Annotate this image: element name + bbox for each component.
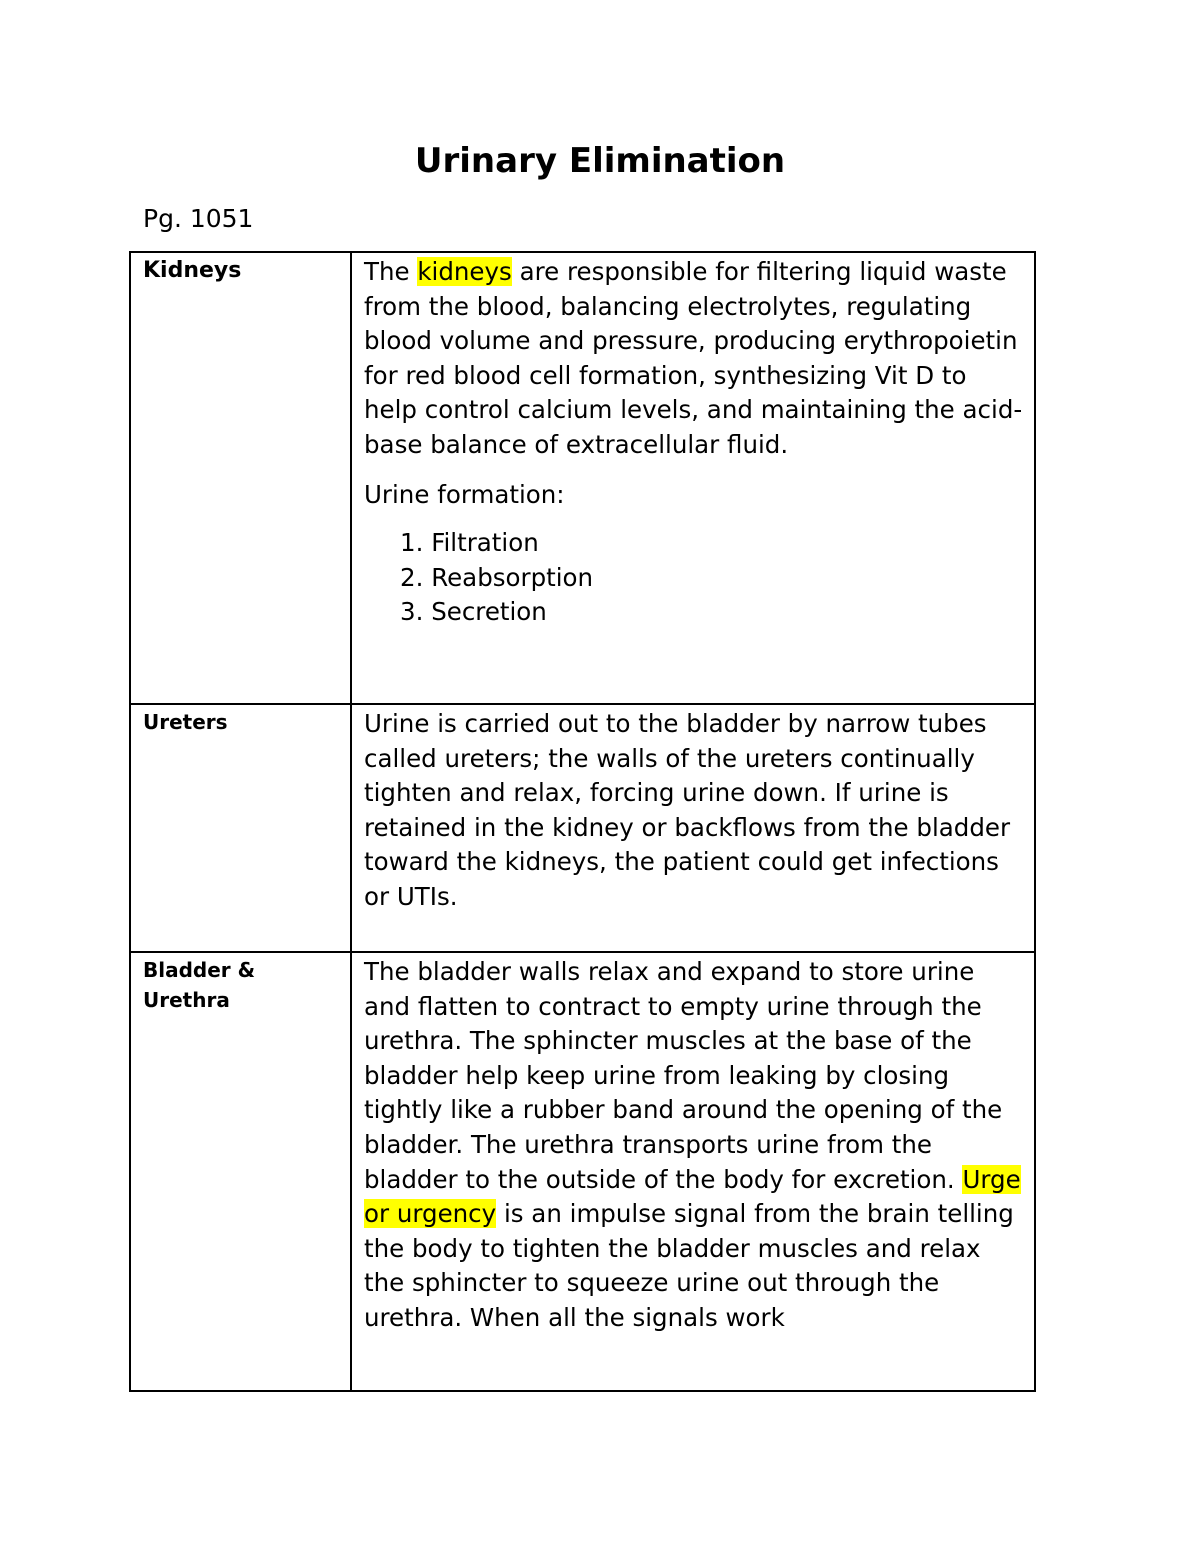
- term-label: Bladder & Urethra: [143, 958, 256, 1012]
- table-row: [130, 952, 1035, 1391]
- steps-list: [364, 526, 1024, 630]
- subheading: Urine formation:: [364, 479, 565, 509]
- page-reference: Pg. 1051: [143, 204, 254, 233]
- term-cell: [130, 252, 351, 704]
- list-number: 3.: [400, 597, 424, 627]
- list-label: Secretion: [431, 597, 547, 627]
- term-label: Ureters: [143, 710, 228, 734]
- list-number: 2.: [400, 562, 424, 592]
- table-row: [130, 704, 1035, 952]
- highlighted-term: Urge or urgency: [364, 1164, 1021, 1229]
- description-text: Urine is carried out to the bladder by narrow tubes called ureters; the walls of the ureters continually tighten and relax, forcing urine down. If urine is retained in the kidney or backflows from the bladder toward the kidneys, the patient could get infections or UTIs.: [364, 709, 1011, 911]
- list-label: Filtration: [431, 528, 539, 558]
- description-cell: [351, 952, 1035, 1391]
- page-title: Urinary Elimination: [414, 141, 786, 181]
- description-rest: are responsible for filtering liquid waste from the blood, balancing electrolytes, regulating blood volume and pressure, producing erythropoietin for red blood cell formation, synthesizing Vit D to help control calcium levels, and maintaining the acid-base balance of extracellular fluid.: [364, 257, 1023, 459]
- description-intro: The: [364, 257, 418, 286]
- description-text: [364, 255, 1024, 463]
- term-cell: [130, 704, 351, 952]
- table-row: [130, 252, 1035, 704]
- term-cell: [130, 952, 351, 1391]
- term-label: Kidneys: [143, 258, 242, 283]
- list-item: [400, 526, 1024, 561]
- description-text: [364, 955, 1024, 1336]
- description-after: is an impulse signal from the brain telling the body to tighten the bladder muscles and relax the sphincter to squeeze urine out through the urethra. When all the signals work: [364, 1199, 1014, 1332]
- highlighted-term: kidneys: [417, 257, 512, 286]
- description-cell: [351, 704, 1035, 952]
- list-item: [400, 561, 1024, 596]
- list-label: Reabsorption: [431, 562, 594, 592]
- list-number: 1.: [400, 528, 424, 558]
- list-item: [400, 595, 1024, 630]
- description-cell: [351, 252, 1035, 704]
- description-before: The bladder walls relax and expand to store urine and flatten to contract to empty urine through the urethra. The sphincter muscles at the base of the bladder help keep urine from leaking by closing tightly like a rubber band around the opening of the bladder. The urethra transports urine from the bladder to the outside of the body for excretion.: [364, 957, 1003, 1194]
- notes-table: [129, 251, 1036, 1392]
